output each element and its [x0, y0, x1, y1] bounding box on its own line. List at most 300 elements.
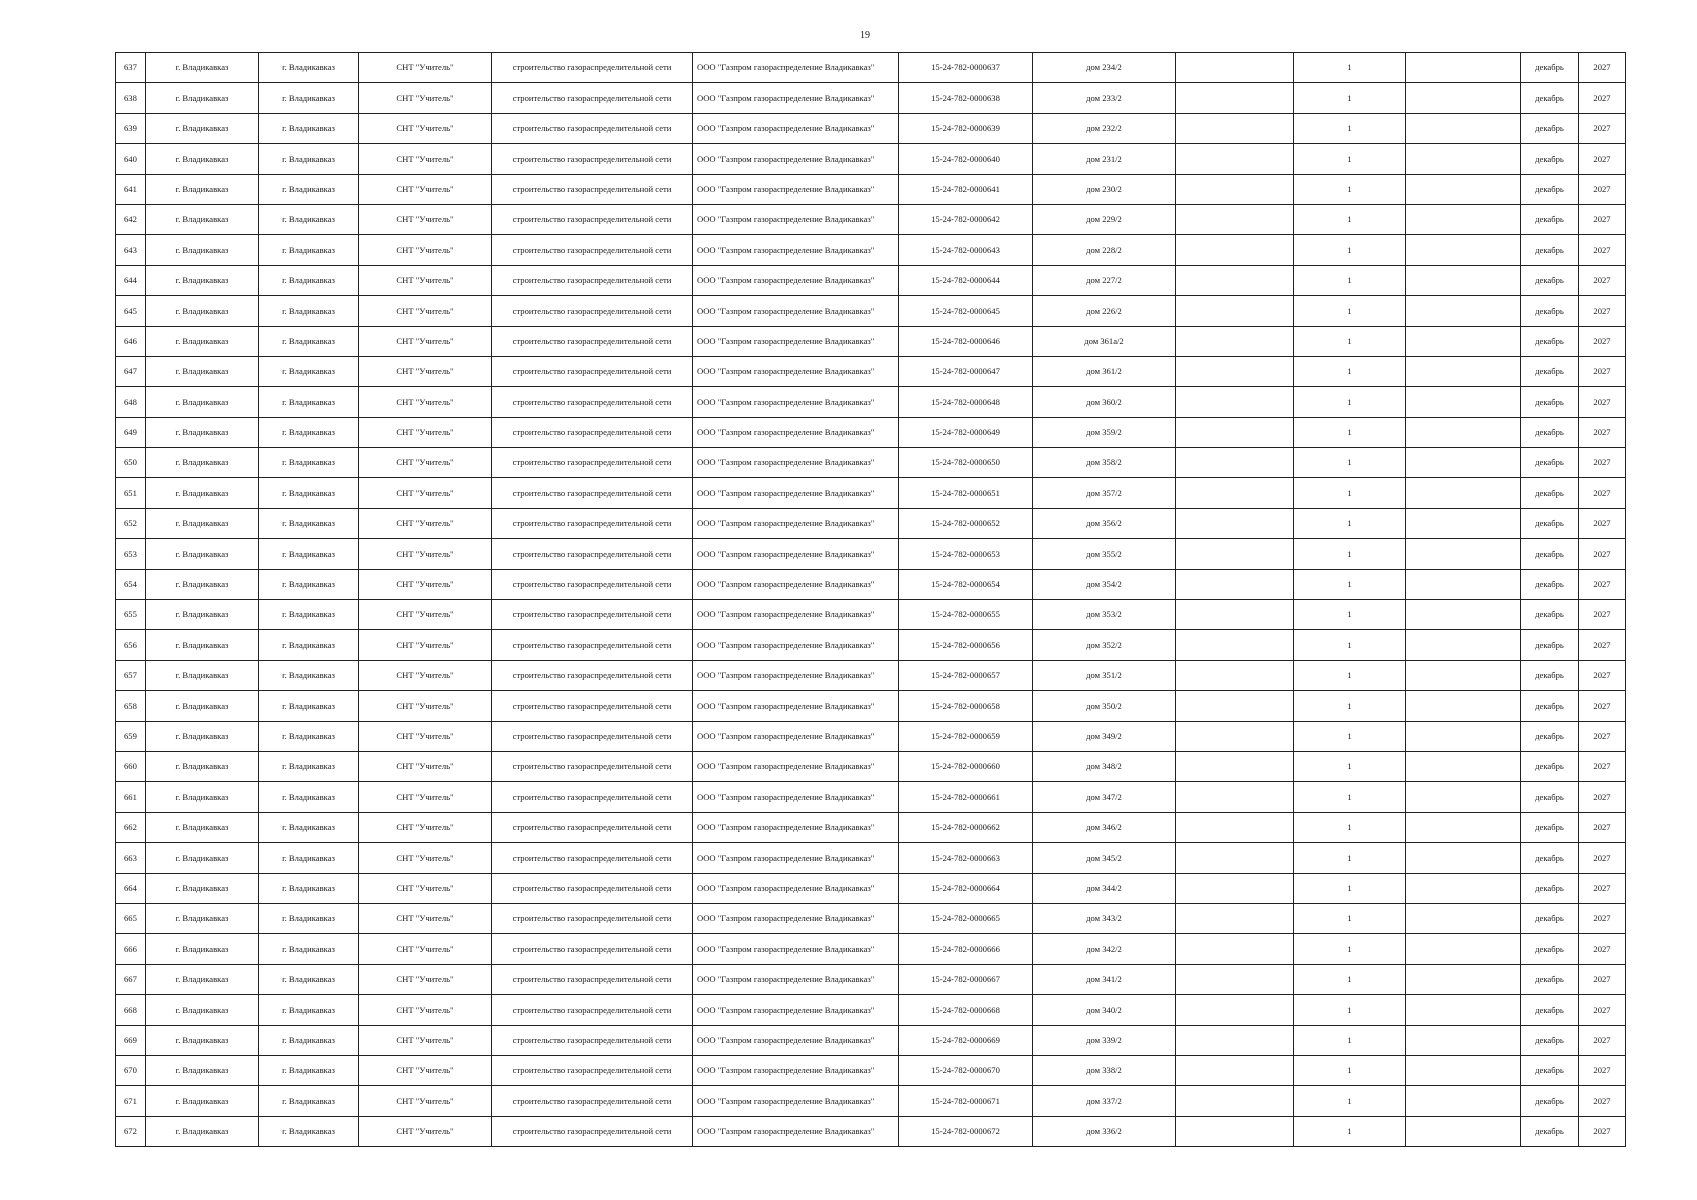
- municipality-cell: г. Владикавказ: [146, 903, 259, 933]
- row-number-cell: 658: [116, 691, 146, 721]
- year-cell: 2027: [1579, 296, 1626, 326]
- year-cell: 2027: [1579, 326, 1626, 356]
- work-type-cell: строительство газораспределительной сети: [492, 174, 693, 204]
- year-cell: 2027: [1579, 964, 1626, 994]
- work-type-cell: строительство газораспределительной сети: [492, 326, 693, 356]
- organization-cell: ООО "Газпром газораспределение Владикавказ": [693, 83, 899, 113]
- empty-cell-b: [1406, 630, 1521, 660]
- empty-cell-b: [1406, 174, 1521, 204]
- quantity-cell: 1: [1294, 174, 1406, 204]
- settlement-cell: г. Владикавказ: [259, 356, 359, 386]
- municipality-cell: г. Владикавказ: [146, 296, 259, 326]
- year-cell: 2027: [1579, 751, 1626, 781]
- street-cell: СНТ "Учитель": [359, 204, 492, 234]
- settlement-cell: г. Владикавказ: [259, 903, 359, 933]
- municipality-cell: г. Владикавказ: [146, 660, 259, 690]
- row-number-cell: 671: [116, 1086, 146, 1116]
- empty-cell-a: [1176, 964, 1294, 994]
- code-cell: 15-24-782-0000656: [899, 630, 1033, 660]
- quantity-cell: 1: [1294, 326, 1406, 356]
- house-cell: дом 357/2: [1033, 478, 1176, 508]
- house-cell: дом 336/2: [1033, 1116, 1176, 1146]
- municipality-cell: г. Владикавказ: [146, 204, 259, 234]
- month-cell: декабрь: [1521, 782, 1579, 812]
- month-cell: декабрь: [1521, 1086, 1579, 1116]
- code-cell: 15-24-782-0000637: [899, 53, 1033, 83]
- municipality-cell: г. Владикавказ: [146, 235, 259, 265]
- work-type-cell: строительство газораспределительной сети: [492, 356, 693, 386]
- street-cell: СНТ "Учитель": [359, 326, 492, 356]
- empty-cell-b: [1406, 600, 1521, 630]
- register-body: [116, 53, 1626, 1147]
- empty-cell-a: [1176, 782, 1294, 812]
- table-row: [116, 53, 1626, 83]
- house-cell: дом 227/2: [1033, 265, 1176, 295]
- street-cell: СНТ "Учитель": [359, 691, 492, 721]
- street-cell: СНТ "Учитель": [359, 660, 492, 690]
- municipality-cell: г. Владикавказ: [146, 600, 259, 630]
- municipality-cell: г. Владикавказ: [146, 448, 259, 478]
- house-cell: дом 355/2: [1033, 539, 1176, 569]
- month-cell: декабрь: [1521, 1055, 1579, 1085]
- empty-cell-a: [1176, 1025, 1294, 1055]
- work-type-cell: строительство газораспределительной сети: [492, 812, 693, 842]
- street-cell: СНТ "Учитель": [359, 539, 492, 569]
- organization-cell: ООО "Газпром газораспределение Владикавказ": [693, 600, 899, 630]
- code-cell: 15-24-782-0000654: [899, 569, 1033, 599]
- house-cell: дом 348/2: [1033, 751, 1176, 781]
- table-row: [116, 812, 1626, 842]
- settlement-cell: г. Владикавказ: [259, 1116, 359, 1146]
- organization-cell: ООО "Газпром газораспределение Владикавказ": [693, 782, 899, 812]
- organization-cell: ООО "Газпром газораспределение Владикавказ": [693, 326, 899, 356]
- street-cell: СНТ "Учитель": [359, 995, 492, 1025]
- street-cell: СНТ "Учитель": [359, 782, 492, 812]
- settlement-cell: г. Владикавказ: [259, 448, 359, 478]
- year-cell: 2027: [1579, 1116, 1626, 1146]
- quantity-cell: 1: [1294, 508, 1406, 538]
- work-type-cell: строительство газораспределительной сети: [492, 569, 693, 599]
- empty-cell-a: [1176, 326, 1294, 356]
- quantity-cell: 1: [1294, 569, 1406, 599]
- row-number-cell: 644: [116, 265, 146, 295]
- empty-cell-a: [1176, 873, 1294, 903]
- empty-cell-a: [1176, 539, 1294, 569]
- organization-cell: ООО "Газпром газораспределение Владикавказ": [693, 630, 899, 660]
- row-number-cell: 651: [116, 478, 146, 508]
- work-type-cell: строительство газораспределительной сети: [492, 903, 693, 933]
- quantity-cell: 1: [1294, 843, 1406, 873]
- code-cell: 15-24-782-0000643: [899, 235, 1033, 265]
- month-cell: декабрь: [1521, 691, 1579, 721]
- code-cell: 15-24-782-0000646: [899, 326, 1033, 356]
- row-number-cell: 654: [116, 569, 146, 599]
- organization-cell: ООО "Газпром газораспределение Владикавказ": [693, 751, 899, 781]
- table-row: [116, 995, 1626, 1025]
- month-cell: декабрь: [1521, 873, 1579, 903]
- street-cell: СНТ "Учитель": [359, 812, 492, 842]
- empty-cell-b: [1406, 387, 1521, 417]
- organization-cell: ООО "Газпром газораспределение Владикавказ": [693, 995, 899, 1025]
- row-number-cell: 641: [116, 174, 146, 204]
- empty-cell-b: [1406, 265, 1521, 295]
- table-row: [116, 387, 1626, 417]
- empty-cell-a: [1176, 691, 1294, 721]
- empty-cell-b: [1406, 903, 1521, 933]
- organization-cell: ООО "Газпром газораспределение Владикавказ": [693, 417, 899, 447]
- quantity-cell: 1: [1294, 478, 1406, 508]
- house-cell: дом 228/2: [1033, 235, 1176, 265]
- row-number-cell: 666: [116, 934, 146, 964]
- year-cell: 2027: [1579, 235, 1626, 265]
- table-row: [116, 204, 1626, 234]
- code-cell: 15-24-782-0000638: [899, 83, 1033, 113]
- settlement-cell: г. Владикавказ: [259, 53, 359, 83]
- code-cell: 15-24-782-0000639: [899, 113, 1033, 143]
- work-type-cell: строительство газораспределительной сети: [492, 387, 693, 417]
- work-type-cell: строительство газораспределительной сети: [492, 508, 693, 538]
- empty-cell-b: [1406, 1055, 1521, 1085]
- house-cell: дом 350/2: [1033, 691, 1176, 721]
- empty-cell-a: [1176, 508, 1294, 538]
- settlement-cell: г. Владикавказ: [259, 1025, 359, 1055]
- row-number-cell: 642: [116, 204, 146, 234]
- quantity-cell: 1: [1294, 265, 1406, 295]
- code-cell: 15-24-782-0000671: [899, 1086, 1033, 1116]
- code-cell: 15-24-782-0000662: [899, 812, 1033, 842]
- house-cell: дом 351/2: [1033, 660, 1176, 690]
- row-number-cell: 637: [116, 53, 146, 83]
- settlement-cell: г. Владикавказ: [259, 113, 359, 143]
- month-cell: декабрь: [1521, 478, 1579, 508]
- work-type-cell: строительство газораспределительной сети: [492, 296, 693, 326]
- empty-cell-a: [1176, 174, 1294, 204]
- empty-cell-a: [1176, 83, 1294, 113]
- empty-cell-b: [1406, 83, 1521, 113]
- settlement-cell: г. Владикавказ: [259, 144, 359, 174]
- table-row: [116, 326, 1626, 356]
- empty-cell-a: [1176, 660, 1294, 690]
- table-row: [116, 539, 1626, 569]
- quantity-cell: 1: [1294, 1116, 1406, 1146]
- work-type-cell: строительство газораспределительной сети: [492, 843, 693, 873]
- work-type-cell: строительство газораспределительной сети: [492, 995, 693, 1025]
- empty-cell-b: [1406, 660, 1521, 690]
- code-cell: 15-24-782-0000644: [899, 265, 1033, 295]
- table-row: [116, 144, 1626, 174]
- organization-cell: ООО "Газпром газораспределение Владикавказ": [693, 934, 899, 964]
- street-cell: СНТ "Учитель": [359, 1116, 492, 1146]
- code-cell: 15-24-782-0000645: [899, 296, 1033, 326]
- month-cell: декабрь: [1521, 964, 1579, 994]
- settlement-cell: г. Владикавказ: [259, 417, 359, 447]
- empty-cell-b: [1406, 356, 1521, 386]
- quantity-cell: 1: [1294, 630, 1406, 660]
- code-cell: 15-24-782-0000648: [899, 387, 1033, 417]
- organization-cell: ООО "Газпром газораспределение Владикавказ": [693, 508, 899, 538]
- work-type-cell: строительство газораспределительной сети: [492, 660, 693, 690]
- quantity-cell: 1: [1294, 691, 1406, 721]
- street-cell: СНТ "Учитель": [359, 174, 492, 204]
- house-cell: дом 339/2: [1033, 1025, 1176, 1055]
- quantity-cell: 1: [1294, 903, 1406, 933]
- work-type-cell: строительство газораспределительной сети: [492, 751, 693, 781]
- empty-cell-a: [1176, 1055, 1294, 1085]
- table-row: [116, 508, 1626, 538]
- row-number-cell: 645: [116, 296, 146, 326]
- work-type-cell: строительство газораспределительной сети: [492, 1055, 693, 1085]
- table-row: [116, 1086, 1626, 1116]
- month-cell: декабрь: [1521, 903, 1579, 933]
- empty-cell-b: [1406, 812, 1521, 842]
- street-cell: СНТ "Учитель": [359, 843, 492, 873]
- street-cell: СНТ "Учитель": [359, 478, 492, 508]
- quantity-cell: 1: [1294, 387, 1406, 417]
- month-cell: декабрь: [1521, 630, 1579, 660]
- municipality-cell: г. Владикавказ: [146, 934, 259, 964]
- municipality-cell: г. Владикавказ: [146, 387, 259, 417]
- municipality-cell: г. Владикавказ: [146, 1025, 259, 1055]
- table-row: [116, 934, 1626, 964]
- table-row: [116, 478, 1626, 508]
- empty-cell-a: [1176, 600, 1294, 630]
- settlement-cell: г. Владикавказ: [259, 782, 359, 812]
- row-number-cell: 659: [116, 721, 146, 751]
- empty-cell-a: [1176, 812, 1294, 842]
- settlement-cell: г. Владикавказ: [259, 691, 359, 721]
- empty-cell-b: [1406, 782, 1521, 812]
- settlement-cell: г. Владикавказ: [259, 569, 359, 599]
- empty-cell-a: [1176, 1086, 1294, 1116]
- month-cell: декабрь: [1521, 600, 1579, 630]
- code-cell: 15-24-782-0000669: [899, 1025, 1033, 1055]
- municipality-cell: г. Владикавказ: [146, 508, 259, 538]
- quantity-cell: 1: [1294, 721, 1406, 751]
- municipality-cell: г. Владикавказ: [146, 721, 259, 751]
- organization-cell: ООО "Газпром газораспределение Владикавказ": [693, 387, 899, 417]
- row-number-cell: 655: [116, 600, 146, 630]
- quantity-cell: 1: [1294, 600, 1406, 630]
- settlement-cell: г. Владикавказ: [259, 204, 359, 234]
- municipality-cell: г. Владикавказ: [146, 964, 259, 994]
- settlement-cell: г. Владикавказ: [259, 539, 359, 569]
- settlement-cell: г. Владикавказ: [259, 508, 359, 538]
- empty-cell-b: [1406, 569, 1521, 599]
- table-row: [116, 417, 1626, 447]
- code-cell: 15-24-782-0000668: [899, 995, 1033, 1025]
- table-row: [116, 721, 1626, 751]
- year-cell: 2027: [1579, 113, 1626, 143]
- municipality-cell: г. Владикавказ: [146, 539, 259, 569]
- row-number-cell: 668: [116, 995, 146, 1025]
- organization-cell: ООО "Газпром газораспределение Владикавказ": [693, 691, 899, 721]
- work-type-cell: строительство газораспределительной сети: [492, 539, 693, 569]
- street-cell: СНТ "Учитель": [359, 144, 492, 174]
- row-number-cell: 647: [116, 356, 146, 386]
- empty-cell-b: [1406, 995, 1521, 1025]
- quantity-cell: 1: [1294, 782, 1406, 812]
- empty-cell-a: [1176, 53, 1294, 83]
- municipality-cell: г. Владикавказ: [146, 83, 259, 113]
- house-cell: дом 340/2: [1033, 995, 1176, 1025]
- house-cell: дом 233/2: [1033, 83, 1176, 113]
- house-cell: дом 234/2: [1033, 53, 1176, 83]
- code-cell: 15-24-782-0000660: [899, 751, 1033, 781]
- table-row: [116, 964, 1626, 994]
- settlement-cell: г. Владикавказ: [259, 812, 359, 842]
- settlement-cell: г. Владикавказ: [259, 326, 359, 356]
- settlement-cell: г. Владикавказ: [259, 843, 359, 873]
- house-cell: дом 359/2: [1033, 417, 1176, 447]
- street-cell: СНТ "Учитель": [359, 721, 492, 751]
- house-cell: дом 349/2: [1033, 721, 1176, 751]
- month-cell: декабрь: [1521, 508, 1579, 538]
- table-row: [116, 660, 1626, 690]
- house-cell: дом 343/2: [1033, 903, 1176, 933]
- street-cell: СНТ "Учитель": [359, 296, 492, 326]
- work-type-cell: строительство газораспределительной сети: [492, 1086, 693, 1116]
- settlement-cell: г. Владикавказ: [259, 83, 359, 113]
- municipality-cell: г. Владикавказ: [146, 782, 259, 812]
- work-type-cell: строительство газораспределительной сети: [492, 782, 693, 812]
- month-cell: декабрь: [1521, 204, 1579, 234]
- quantity-cell: 1: [1294, 873, 1406, 903]
- empty-cell-b: [1406, 691, 1521, 721]
- house-cell: дом 353/2: [1033, 600, 1176, 630]
- work-type-cell: строительство газораспределительной сети: [492, 235, 693, 265]
- empty-cell-a: [1176, 569, 1294, 599]
- year-cell: 2027: [1579, 1025, 1626, 1055]
- month-cell: декабрь: [1521, 448, 1579, 478]
- house-cell: дом 361а/2: [1033, 326, 1176, 356]
- empty-cell-a: [1176, 113, 1294, 143]
- house-cell: дом 344/2: [1033, 873, 1176, 903]
- table-row: [116, 174, 1626, 204]
- street-cell: СНТ "Учитель": [359, 1086, 492, 1116]
- house-cell: дом 358/2: [1033, 448, 1176, 478]
- settlement-cell: г. Владикавказ: [259, 660, 359, 690]
- code-cell: 15-24-782-0000650: [899, 448, 1033, 478]
- organization-cell: ООО "Газпром газораспределение Владикавказ": [693, 569, 899, 599]
- municipality-cell: г. Владикавказ: [146, 113, 259, 143]
- street-cell: СНТ "Учитель": [359, 873, 492, 903]
- page-number: 19: [860, 30, 870, 41]
- code-cell: 15-24-782-0000665: [899, 903, 1033, 933]
- work-type-cell: строительство газораспределительной сети: [492, 873, 693, 903]
- empty-cell-b: [1406, 843, 1521, 873]
- work-type-cell: строительство газораспределительной сети: [492, 204, 693, 234]
- house-cell: дом 347/2: [1033, 782, 1176, 812]
- table-row: [116, 83, 1626, 113]
- month-cell: декабрь: [1521, 843, 1579, 873]
- month-cell: декабрь: [1521, 1116, 1579, 1146]
- row-number-cell: 652: [116, 508, 146, 538]
- month-cell: декабрь: [1521, 934, 1579, 964]
- street-cell: СНТ "Учитель": [359, 113, 492, 143]
- row-number-cell: 669: [116, 1025, 146, 1055]
- organization-cell: ООО "Газпром газораспределение Владикавказ": [693, 660, 899, 690]
- street-cell: СНТ "Учитель": [359, 600, 492, 630]
- empty-cell-b: [1406, 113, 1521, 143]
- month-cell: декабрь: [1521, 53, 1579, 83]
- empty-cell-b: [1406, 873, 1521, 903]
- code-cell: 15-24-782-0000641: [899, 174, 1033, 204]
- organization-cell: ООО "Газпром газораспределение Владикавказ": [693, 812, 899, 842]
- year-cell: 2027: [1579, 539, 1626, 569]
- code-cell: 15-24-782-0000642: [899, 204, 1033, 234]
- organization-cell: ООО "Газпром газораспределение Владикавказ": [693, 478, 899, 508]
- street-cell: СНТ "Учитель": [359, 751, 492, 781]
- table-row: [116, 448, 1626, 478]
- row-number-cell: 646: [116, 326, 146, 356]
- house-cell: дом 361/2: [1033, 356, 1176, 386]
- street-cell: СНТ "Учитель": [359, 1055, 492, 1085]
- quantity-cell: 1: [1294, 417, 1406, 447]
- work-type-cell: строительство газораспределительной сети: [492, 691, 693, 721]
- street-cell: СНТ "Учитель": [359, 387, 492, 417]
- municipality-cell: г. Владикавказ: [146, 1055, 259, 1085]
- empty-cell-a: [1176, 995, 1294, 1025]
- quantity-cell: 1: [1294, 660, 1406, 690]
- quantity-cell: 1: [1294, 204, 1406, 234]
- year-cell: 2027: [1579, 356, 1626, 386]
- organization-cell: ООО "Газпром газораспределение Владикавказ": [693, 53, 899, 83]
- year-cell: 2027: [1579, 53, 1626, 83]
- table-row: [116, 265, 1626, 295]
- organization-cell: ООО "Газпром газораспределение Владикавказ": [693, 144, 899, 174]
- work-type-cell: строительство газораспределительной сети: [492, 417, 693, 447]
- settlement-cell: г. Владикавказ: [259, 995, 359, 1025]
- street-cell: СНТ "Учитель": [359, 356, 492, 386]
- municipality-cell: г. Владикавказ: [146, 843, 259, 873]
- month-cell: декабрь: [1521, 387, 1579, 417]
- house-cell: дом 342/2: [1033, 934, 1176, 964]
- work-type-cell: строительство газораспределительной сети: [492, 630, 693, 660]
- municipality-cell: г. Владикавказ: [146, 1116, 259, 1146]
- empty-cell-a: [1176, 144, 1294, 174]
- month-cell: декабрь: [1521, 539, 1579, 569]
- organization-cell: ООО "Газпром газораспределение Владикавказ": [693, 204, 899, 234]
- municipality-cell: г. Владикавказ: [146, 265, 259, 295]
- table-row: [116, 873, 1626, 903]
- empty-cell-b: [1406, 934, 1521, 964]
- code-cell: 15-24-782-0000659: [899, 721, 1033, 751]
- street-cell: СНТ "Учитель": [359, 417, 492, 447]
- row-number-cell: 664: [116, 873, 146, 903]
- year-cell: 2027: [1579, 812, 1626, 842]
- organization-cell: ООО "Газпром газораспределение Владикавказ": [693, 843, 899, 873]
- street-cell: СНТ "Учитель": [359, 448, 492, 478]
- work-type-cell: строительство газораспределительной сети: [492, 53, 693, 83]
- organization-cell: ООО "Газпром газораспределение Владикавказ": [693, 964, 899, 994]
- empty-cell-b: [1406, 721, 1521, 751]
- house-cell: дом 354/2: [1033, 569, 1176, 599]
- table-row: [116, 1116, 1626, 1146]
- row-number-cell: 665: [116, 903, 146, 933]
- organization-cell: ООО "Газпром газораспределение Владикавказ": [693, 1055, 899, 1085]
- year-cell: 2027: [1579, 265, 1626, 295]
- empty-cell-b: [1406, 964, 1521, 994]
- quantity-cell: 1: [1294, 539, 1406, 569]
- empty-cell-a: [1176, 296, 1294, 326]
- year-cell: 2027: [1579, 144, 1626, 174]
- quantity-cell: 1: [1294, 1025, 1406, 1055]
- year-cell: 2027: [1579, 600, 1626, 630]
- code-cell: 15-24-782-0000657: [899, 660, 1033, 690]
- quantity-cell: 1: [1294, 53, 1406, 83]
- settlement-cell: г. Владикавказ: [259, 751, 359, 781]
- row-number-cell: 663: [116, 843, 146, 873]
